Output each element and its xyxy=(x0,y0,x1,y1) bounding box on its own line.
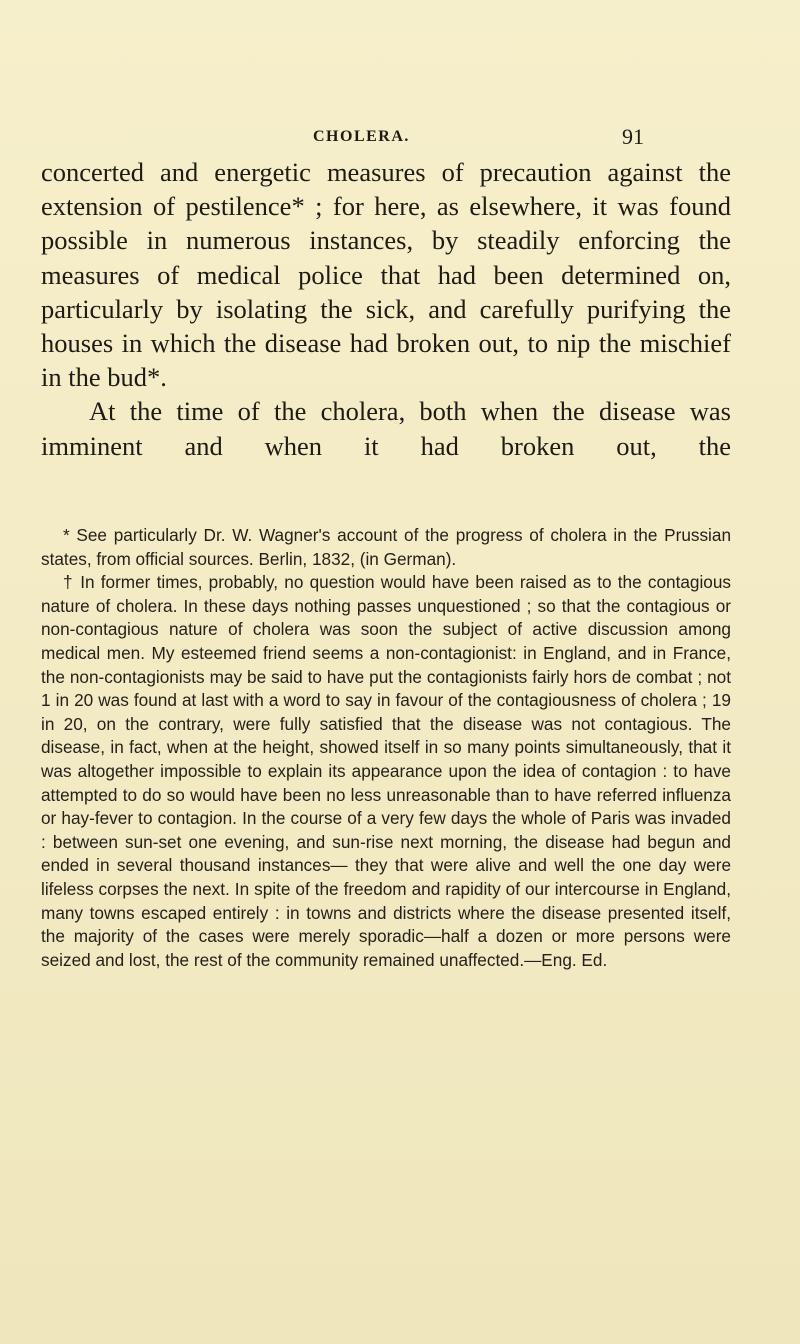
body-paragraph-continued: At the time of the cholera, both when the disease was imminent and when it had broken out, the xyxy=(41,396,731,461)
page-number: 91 xyxy=(622,124,644,149)
footnote-2: † In former times, probably, no question would have been raised as to the contagious nature of cholera. In these days nothing passes unquestioned ; so that the contagious or non-contagious nature of cholera was soon the subject of active discussion among medical men. My esteemed friend seems a non-contagionist: in England, and in France, the non-contagionists may be said to have put the contagionists fairly hors de combat ; not 1 in 20 was found at last with a word to say in favour of the contagiousness of cholera ; 19 in 20, on the contrary, were fully satisfied that the disease was not contagious. The disease, in fact, when at the height, showed itself in so many points simultaneously, that it was altogether impossible to explain its appearance upon the idea of contagion : to have attempted to do so would have been no less unreasonable than to have referred influenza or hay-fever to contagion. In the course of a very few days the whole of Paris was invaded : between sun-set one evening, and sun-rise next morning, the disease had begun and ended in several thousand instances— they that were alive and well the one day were lifeless corpses the next. In spite of the freedom and rapidity of our intercourse in England, many towns escaped entirely : in towns and districts where the disease presented itself, the majority of the cases were merely sporadic—half a dozen or more persons were seized and lost, the rest of the community remained unaffected.—Eng. Ed. xyxy=(41,572,731,970)
footnotes xyxy=(41,524,731,972)
footnote-1: * See particularly Dr. W. Wagner's account of the progress of cholera in the Prussian states, from official sources. Berlin, 1832, (in German). xyxy=(41,525,731,569)
body-text xyxy=(41,155,731,463)
body-paragraph: concerted and energetic measures of precaution against the extension of pestilence* ; for here, as elsewhere, it was found possible in numerous instances, by steadily enforcing the measures of medical police that had been determined on, particularly by isolating the sick, and carefully purifying the houses in which the disease had broken out, to nip the mischief in the bud*. xyxy=(41,157,731,393)
running-title: CHOLERA. xyxy=(313,128,410,145)
running-head xyxy=(0,124,800,158)
